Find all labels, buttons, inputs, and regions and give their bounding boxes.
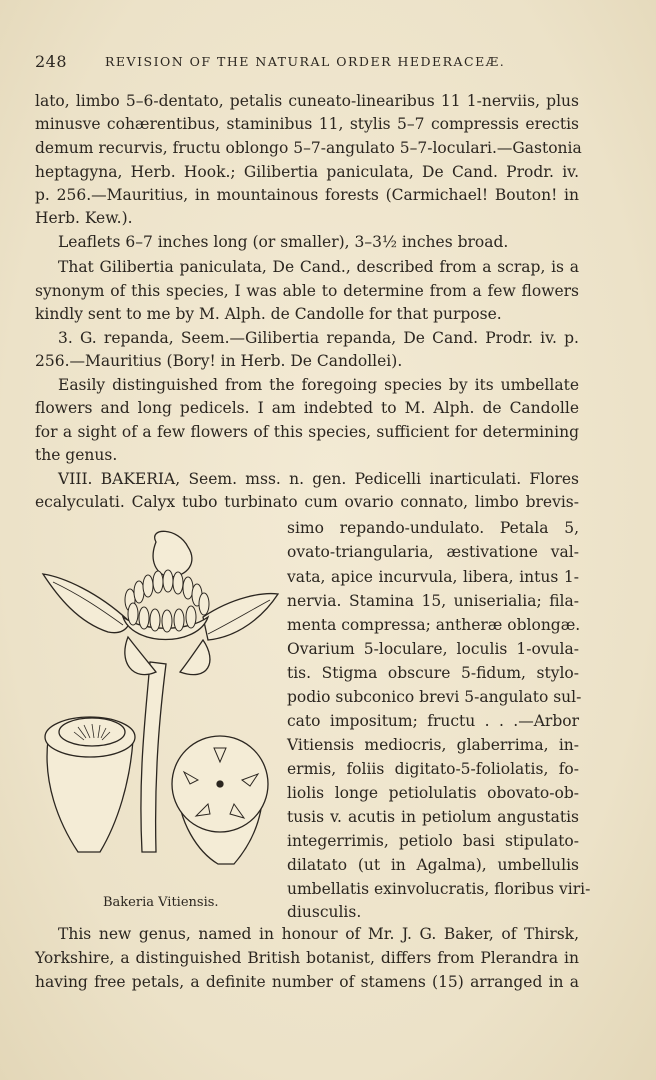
text-line: liolis longe petiolulatis obovato-ob-: [287, 784, 579, 802]
text-line: Vitiensis mediocris, glaberrima, in-: [287, 736, 579, 754]
text-line: having free petals, a definite number of stamens (15) arranged in a: [35, 973, 579, 991]
text-line: simo repando-undulato. Petala 5,: [287, 519, 579, 537]
text-line: Easily distinguished from the foregoing species by its umbellate: [58, 376, 579, 394]
page-header: [35, 52, 595, 74]
text-line: nervia. Stamina 15, uniserialia; fila-: [287, 592, 579, 610]
figure-caption: Bakeria Vitiensis.: [103, 895, 219, 910]
text-line: tusis v. acutis in petiolum angustatis: [287, 808, 579, 826]
text-line: Ovarium 5-loculare, loculis 1-ovula-: [287, 640, 579, 658]
text-line: p. 256.—Mauritius, in mountainous forests (Carmichael! Bouton! in: [35, 186, 579, 204]
text-line: Leaflets 6–7 inches long (or smaller), 3–3½ inches broad.: [58, 233, 509, 251]
running-title: REVISION OF THE NATURAL ORDER HEDERACEÆ.: [105, 54, 506, 69]
text-line: demum recurvis, fructu oblongo 5–7-angulato 5–7-loculari.—Gastonia: [35, 139, 582, 157]
text-line: lato, limbo 5–6-dentato, petalis cuneato-linearibus 11 1-nerviis, plus: [35, 92, 579, 110]
text-line: menta compressa; antheræ oblongæ.: [287, 616, 581, 634]
text-line: Herb. Kew.).: [35, 209, 133, 227]
text-line: tis. Stigma obscure 5-fidum, stylo-: [287, 664, 579, 682]
text-line: 3. G. repanda, Seem.—Gilibertia repanda, De Cand. Prodr. iv. p.: [58, 329, 579, 347]
text-line: podio subconico brevi 5-angulato sul-: [287, 688, 582, 706]
text-line: 256.—Mauritius (Bory! in Herb. De Candollei).: [35, 352, 403, 370]
text-line: dilatato (ut in Agalma), umbellulis: [287, 856, 579, 874]
text-line: integerrimis, petiolo basi stipulato-: [287, 832, 579, 850]
text-line: minusve cohærentibus, staminibus 11, stylis 5–7 compressis erectis: [35, 115, 579, 133]
text-line: That Gilibertia paniculata, De Cand., described from a scrap, is a: [58, 258, 579, 276]
text-line: vata, apice incurvula, libera, intus 1-: [287, 568, 579, 586]
text-line: the genus.: [35, 446, 118, 464]
text-line: for a sight of a few flowers of this species, sufficient for determining: [35, 423, 579, 441]
text-line: flowers and long pedicels. I am indebted to M. Alph. de Candolle: [35, 399, 579, 417]
text-line: Yorkshire, a distinguished British botanist, differs from Plerandra in: [35, 949, 579, 967]
text-line: VIII. BAKERIA, Seem. mss. n. gen. Pedicelli inarticulati. Flores: [58, 470, 579, 488]
text-line: synonym of this species, I was able to determine from a few flowers: [35, 282, 579, 300]
bakeria-illustration: [38, 522, 283, 892]
text-line: ecalyculati. Calyx tubo turbinato cum ovario connato, limbo brevis-: [35, 493, 579, 511]
text-line: ermis, foliis digitato-5-foliolatis, fo-: [287, 760, 579, 778]
text-line: This new genus, named in honour of Mr. J. G. Baker, of Thirsk,: [58, 925, 579, 943]
text-line: kindly sent to me by M. Alph. de Candolle for that purpose.: [35, 305, 502, 323]
text-line: heptagyna, Herb. Hook.; Gilibertia paniculata, De Cand. Prodr. iv.: [35, 163, 579, 181]
text-line: ovato-triangularia, æstivatione val-: [287, 543, 579, 561]
text-line: diusculis.: [287, 903, 362, 921]
text-line: umbellatis exinvolucratis, floribus viri-: [287, 880, 591, 898]
text-line: cato impositum; fructu . . .—Arbor: [287, 712, 579, 730]
page-number: 248: [35, 52, 68, 71]
